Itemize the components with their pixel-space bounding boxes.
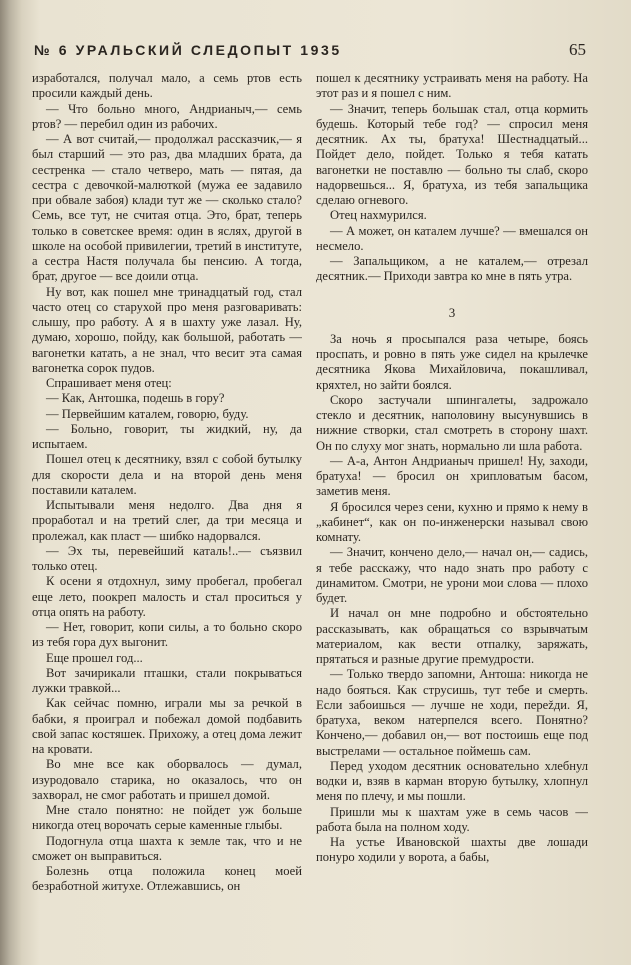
paragraph: — Эх ты, перевейший каталь!..— съязвил только отец. [32,543,302,573]
paragraph: За ночь я просыпался раза четыре, боясь проспать, и ровно в пять уже сидел на крылечке десятника Якова Михайловича, покашливал, кряхтел, но зайти боялся. [316,331,588,392]
paragraph: Испытывали меня недолго. Два дня я проработал и на третий слег, да три месяца и пролежал, как пласт — шибко надорвался. [32,498,302,543]
paragraph: — Первейшим каталем, говорю, буду. [46,406,249,421]
paragraph: — Только твердо запомни, Антоша: никогда не надо бояться. Как струсишь, тут тебе и смерть. Если забоишься — лучше не ходи, перežди. Я, братуха, веком натерпелся всего. Понятно? Кончено,— добавил он,— вот постоишь еще под выстрелами — остальное поймешь сам. [316,667,588,758]
paragraph: — Нет, говорит, копи силы, а то больно скоро из тебя гора дух выгонит. [32,620,302,650]
paragraph: Скоро застучали шпингалеты, задрожало стекло и десятник, наполовину высунувшись в нижние створки, стал смотреть в сторону шахт. Он по слуху мог знать, нормально ли шла работа. [316,392,588,453]
paragraph: — А может, он каталем лучше? — вмешался он несмело. [316,223,588,253]
paragraph: Вот зачирикали пташки, стали покрываться лужки травкой... [32,665,302,695]
paragraph: Отец нахмурился. [330,208,427,223]
paragraph: Пришли мы к шахтам уже в семь часов — работа была на полном ходу. [316,804,588,834]
paragraph: Спрашивает меня отец: [46,376,172,390]
left-column [32,71,302,951]
paragraph: — Запальщиком, а не каталем,— отрезал десятник.— Приходи завтра ко мне в пять утра. [316,254,588,284]
paragraph: Я бросился через сени, кухню и прямо к нему в „кабинет“, как он по-инженерски называл свою комнату. [316,499,588,544]
paragraph: Мне стало понятно: не пойдет уж больше никогда отец ворочать серые каменные глыбы. [32,803,302,833]
paragraph: Подогнула отца шахта к земле так, что и не сможет он выправиться. [32,833,302,863]
paragraph: — Значит, теперь большак стал, отца кормить будешь. Который тебе год? — спросил меня десятник. Ах ты, братуха! Шестнадцатый... Пойдет дело, пойдет. Только я тебя катать вагонетки не поставлю — больно ты слаб, скоро надорвешься... Я, братуха, из тебя запальщика сделаю огневого. [316,101,588,207]
right-column [316,71,588,951]
paragraph: Пошел отец к десятнику, взял с собой бутылку для скорости дела и на второй день меня поставили каталем. [32,452,302,497]
paragraph: — Больно, говорит, ты жидкий, ну, да испытаем. [32,421,302,451]
paragraph: Во мне все как оборвалось — думал, изуродовало старика, но оказалось, что он захворал, не смог работать и пришел домой. [32,757,302,802]
paragraph: — А-а, Антон Андрианыч пришел! Ну, заходи, братуха! — бросил он хрипловатым басом, заметив меня. [316,453,588,499]
paragraph: изработался, получал мало, а семь ртов есть просили каждый день. [32,71,302,101]
paragraph: К осени я отдохнул, зиму пробегал, пробегал еще лето, поокреп малость и стал проситься у отца опять на работу. [32,574,302,619]
paragraph: Ну вот, как пошел мне тринадцатый год, стал часто отец со старухой про меня разговаривать: слышу, про работу. А я в шахту уже лазал. Ну, думаю, хорошо, пойду, как большой, работать — вагонетки катать, а не знал, что весит эта самая вагонетка сорок пудов. [32,284,302,375]
paragraph: пошел к десятнику устраивать меня на работу. На этот раз и я пошел с ним. [316,71,588,101]
paragraph: На устье Ивановской шахты две лошади понуро ходили у ворота, а бабы, [316,835,588,865]
page-header [34,40,586,62]
journal-title: № 6 УРАЛЬСКИЙ СЛЕДОПЫТ 1935 [34,42,342,58]
paragraph: — Значит, кончено дело,— начал он,— садись, я тебе расскажу, что надо знать про работу с динамитом. Смотри, не урони мои слова — плохо будет. [316,545,588,605]
paragraph: — Что больно много, Андрианыч,— семь ртов? — перебил один из рабочих. [32,101,302,131]
paragraph: Как сейчас помню, играли мы за речкой в бабки, я проиграл и побежал домой подбавить свой запас костяшек. Прихожу, а отец дома лежит на кровати. [32,696,302,756]
section-number: 3 [448,304,456,320]
paragraph: И начал он мне подробно и обстоятельно рассказывать, как обращаться со взрывчатым материалом, как вести отпалку, заряжать, прятаться и разные другие премудрости. [316,606,588,666]
paragraph: Болезнь отца положила конец моей безработной житухе. Отлежавшись, он [32,864,302,894]
paragraph: Еще прошел год... [46,650,143,665]
paragraph: — А вот считай,— продолжал рассказчик,— я был старший — это раз, два младших брата, да сестренка — стало четверо, мать — пятая, да сестра с девочкой-малюткой (мужа ее задавило при обвале забоя) клади тут же — сколько стало? Семь, все тут, не считая отца. Это, брат, теперь только в советскее время: один в яслях, другой в школе на особой привилегии, третий в институте, а сестра Настя получала бы пенсию. А тогда, брат, другое — все доили отца. [32,132,302,284]
paragraph: Перед уходом десятник основательно хлебнул водки и, взяв в карман вторую бутылку, хлопнул меня по плечу, и мы пошли. [316,758,588,804]
page-number: 65 [569,40,586,59]
paragraph: — Как, Антошка, подешь в гору? [46,391,225,406]
